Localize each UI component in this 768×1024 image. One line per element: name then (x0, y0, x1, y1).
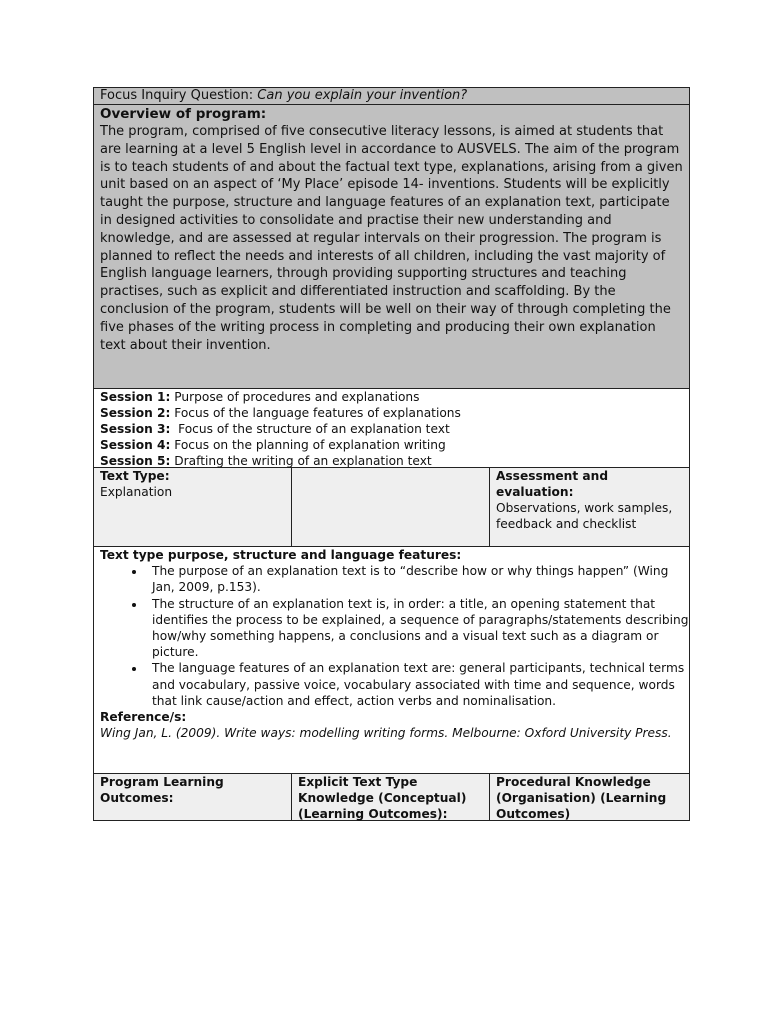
session-label: Session 3: (100, 422, 171, 436)
overview-row (94, 104, 689, 388)
explicit-knowledge-cell: Explicit Text Type Knowledge (Conceptual) (Learning Outcomes): (292, 774, 490, 820)
session-label: Session 5: (100, 454, 171, 468)
session-line (100, 389, 689, 405)
assessment-value: Observations, work samples, feedback and checklist (496, 501, 673, 531)
focus-question-text: Can you explain your invention? (257, 88, 468, 103)
lesson-plan-table (93, 87, 690, 821)
session-text: Purpose of procedures and explanations (170, 390, 420, 404)
session-line (100, 405, 689, 421)
overview-title: Overview of program: (100, 106, 267, 122)
session-text: Drafting the writing of an explanation text (170, 454, 432, 468)
list-item: • The structure of an explanation text is, in order: a title, an opening statement that identifies the process to be explained, a sequence of paragraphs/statements describing how/why something happens, a conclusions and a visual text such as a diagram or picture. (146, 596, 689, 661)
list-item: • The purpose of an explanation text is to “describe how or why things happen” (Wing Jan, 2009, p.153). (146, 563, 689, 595)
session-text: Focus on the planning of explanation writing (170, 438, 446, 452)
session-label: Session 4: (100, 438, 171, 452)
assessment-label: Assessment and evaluation: (496, 469, 609, 499)
session-text: Focus of the structure of an explanation text (170, 422, 450, 436)
session-line (100, 437, 689, 453)
program-outcomes-cell: Program Learning Outcomes: (94, 774, 292, 820)
text-type-row (94, 467, 689, 546)
reference-text: Wing Jan, L. (2009). Write ways: modelling writing forms. Melbourne: Oxford University Press. (100, 726, 672, 741)
session-label: Session 2: (100, 406, 171, 420)
list-item: • The language features of an explanation text are: general participants, technical terms and vocabulary, passive voice, vocabulary associated with time and sequence, words that link cause/action and effect, action verbs and nominalisation. (146, 660, 689, 709)
overview-body: The program, comprised of five consecutive literacy lessons, is aimed at students that are learning at a level 5 English level in accordance to AUSVELS. The aim of the program is to teach students of and about the factual text type, explanations, arising from a given unit based on an aspect of ‘My Place’ episode 14- inventions. Students will be explicitly taught the purpose, structure and language features of an explanation text, participate in designed activities to consolidate and practise their new understanding and knowledge, and are assessed at regular intervals on their progression. The program is planned to reflect the needs and interests of all children, including the vast majority of English language learners, through providing supporting structures and teaching practises, such as explicit and differentiated instruction and scaffolding. By the conclusion of the program, students will be well on their way of through completing the five phases of the writing process in completing and producing their own explanation text about their invention. (100, 124, 683, 353)
empty-cell (292, 468, 490, 546)
focus-question-row (94, 88, 689, 104)
session-text: Focus of the language features of explanations (170, 406, 461, 420)
features-list (100, 563, 689, 709)
features-row (94, 546, 689, 773)
sessions-row (94, 388, 689, 467)
features-heading: Text type purpose, structure and language features: (100, 548, 462, 562)
session-label: Session 1: (100, 390, 171, 404)
assessment-cell (490, 468, 689, 546)
text-type-label: Text Type: (100, 469, 170, 483)
focus-question-label: Focus Inquiry Question: (100, 88, 254, 103)
outcomes-row (94, 773, 689, 820)
text-type-value: Explanation (100, 485, 173, 499)
reference-heading: Reference/s: (100, 710, 187, 725)
text-type-cell (94, 468, 292, 546)
procedural-knowledge-cell: Procedural Knowledge (Organisation) (Learning Outcomes) (496, 775, 667, 821)
session-line (100, 421, 689, 437)
